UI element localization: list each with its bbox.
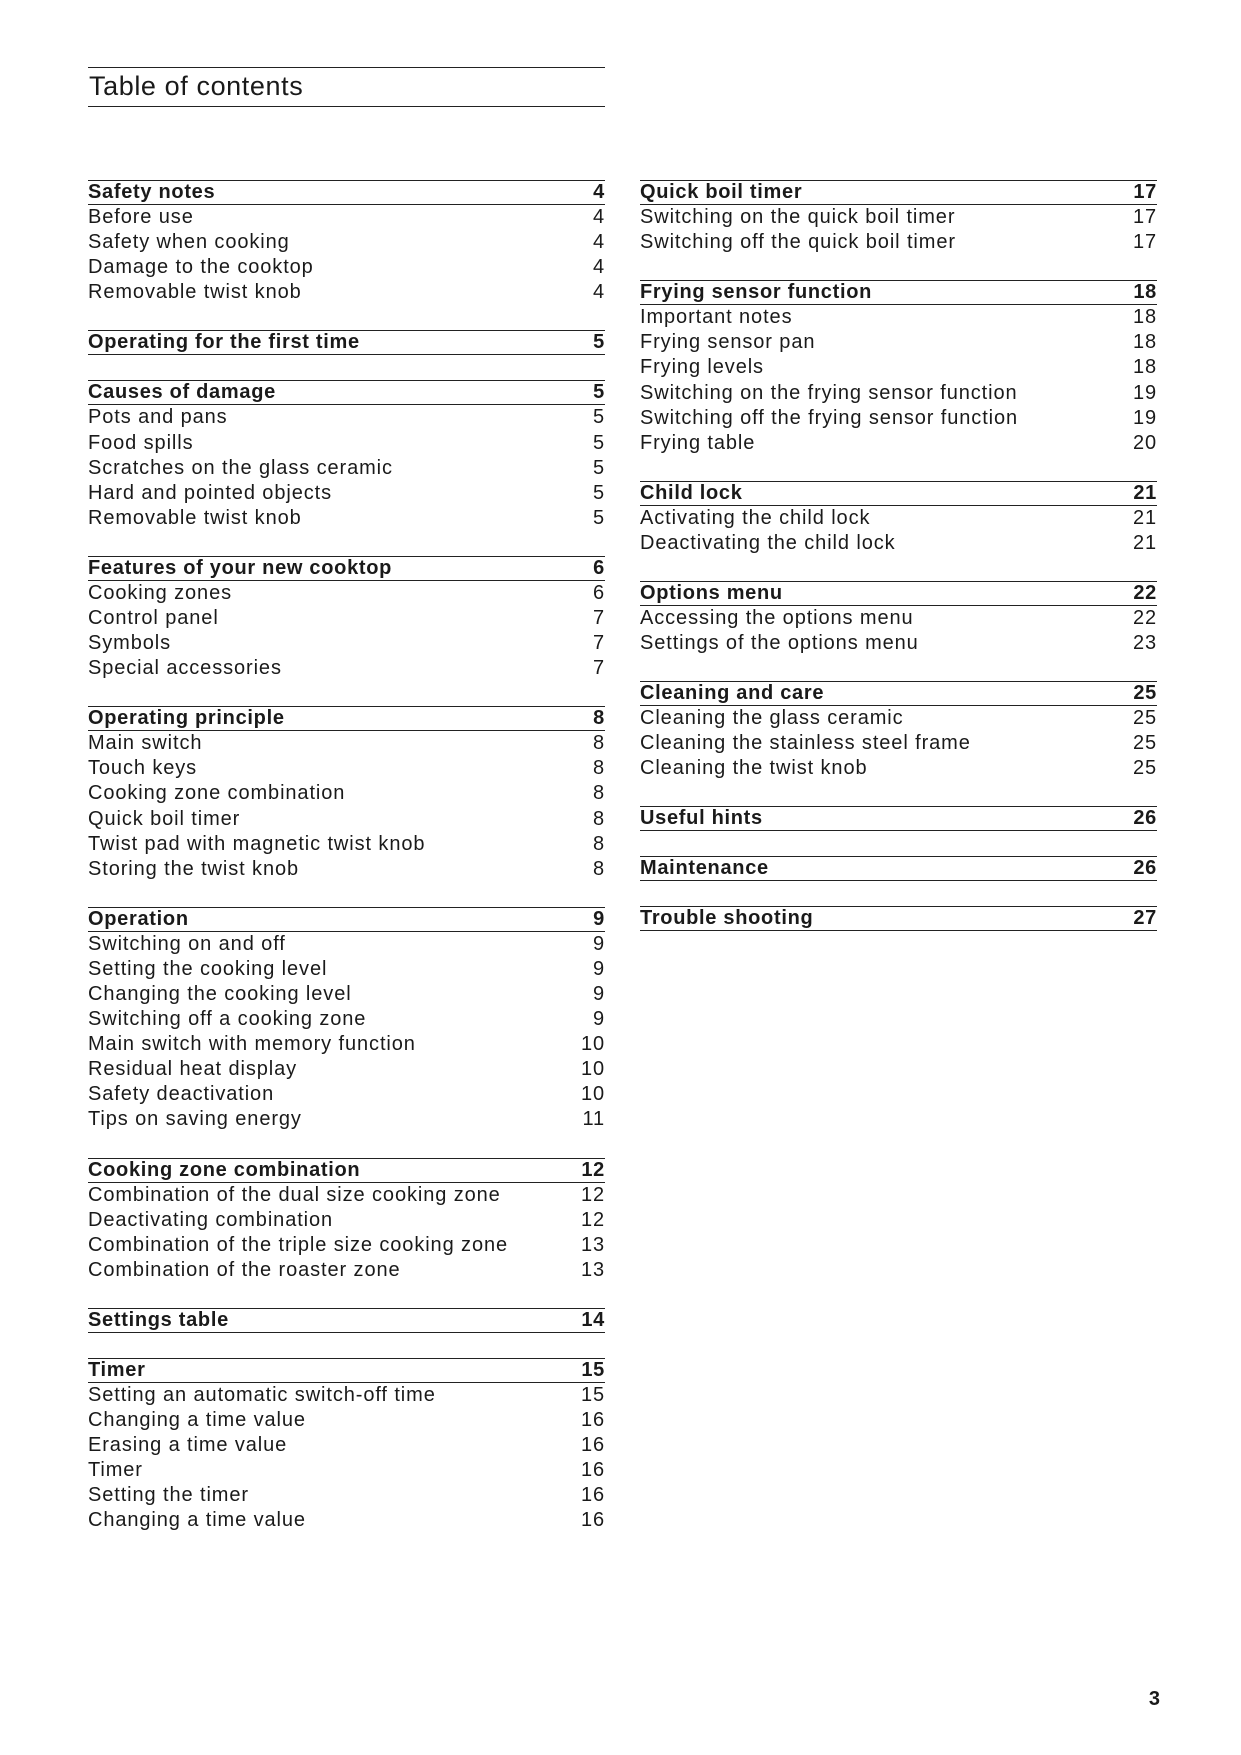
toc-entry-label: Storing the twist knob <box>88 857 300 880</box>
toc-entry[interactable] <box>640 606 1157 631</box>
toc-section <box>640 581 1157 656</box>
toc-heading-page: 14 <box>581 1308 605 1331</box>
toc-entry-label: Quick boil timer <box>88 807 241 830</box>
toc-entry-label: Control panel <box>88 606 219 629</box>
toc-entry[interactable] <box>640 431 1157 456</box>
toc-heading-label: Settings table <box>88 1308 229 1331</box>
toc-entry-page: 16 <box>580 1434 605 1457</box>
toc-entry[interactable] <box>88 405 605 430</box>
toc-entry-page: 21 <box>1132 531 1157 554</box>
toc-heading-label: Features of your new cooktop <box>88 556 393 579</box>
toc-entry-page: 19 <box>1132 381 1157 404</box>
toc-entry-page: 6 <box>592 581 605 604</box>
toc-entry-label: Cooking zones <box>88 581 233 604</box>
toc-entry[interactable] <box>88 832 605 857</box>
toc-entry-page: 15 <box>580 1383 605 1406</box>
toc-entry[interactable] <box>88 957 605 982</box>
toc-entry-page: 16 <box>580 1484 605 1507</box>
toc-entry-label: Pots and pans <box>88 406 228 429</box>
toc-entry[interactable] <box>88 230 605 255</box>
toc-section-heading[interactable] <box>640 906 1157 931</box>
toc-entry[interactable] <box>88 430 605 455</box>
toc-entry[interactable] <box>88 205 605 230</box>
toc-entry[interactable] <box>88 1508 605 1533</box>
toc-heading-page: 5 <box>593 381 605 404</box>
toc-section <box>640 906 1157 931</box>
toc-entry-label: Important notes <box>640 306 793 329</box>
toc-heading-label: Causes of damage <box>88 381 276 404</box>
toc-entry[interactable] <box>640 631 1157 656</box>
toc-entry-label: Food spills <box>88 431 194 454</box>
toc-entry-label: Main switch with memory function <box>88 1033 416 1056</box>
toc-entry-page: 18 <box>1132 331 1157 354</box>
toc-heading-label: Operation <box>88 907 189 930</box>
toc-heading-page: 21 <box>1133 481 1157 504</box>
toc-entry[interactable] <box>88 255 605 280</box>
toc-entry-page: 8 <box>592 857 605 880</box>
toc-entry[interactable] <box>88 1483 605 1508</box>
toc-entry-label: Special accessories <box>88 657 282 680</box>
toc-section-heading[interactable] <box>88 706 605 731</box>
toc-entry[interactable] <box>88 481 605 506</box>
toc-entry-label: Scratches on the glass ceramic <box>88 456 393 479</box>
toc-section-heading[interactable] <box>88 380 605 405</box>
toc-entry[interactable] <box>88 807 605 832</box>
toc-entry-page: 13 <box>580 1258 605 1281</box>
page-number: 3 <box>1148 1688 1160 1710</box>
toc-entry-label: Setting an automatic switch-off time <box>88 1383 436 1406</box>
toc-entry[interactable] <box>88 731 605 756</box>
toc-entry-page: 12 <box>580 1183 605 1206</box>
toc-entry-label: Changing a time value <box>88 1409 306 1432</box>
toc-entry-label: Damage to the cooktop <box>88 256 314 279</box>
toc-entry[interactable] <box>88 1107 605 1132</box>
toc-entry-label: Switching off the frying sensor function <box>640 406 1019 429</box>
toc-section-heading[interactable] <box>640 180 1157 205</box>
toc-section <box>88 1158 605 1283</box>
toc-section-heading[interactable] <box>640 856 1157 881</box>
toc-section <box>88 330 605 355</box>
toc-section-heading[interactable] <box>640 481 1157 506</box>
toc-section <box>640 681 1157 781</box>
toc-entry-label: Settings of the options menu <box>640 632 919 655</box>
toc-entry[interactable] <box>88 1057 605 1082</box>
toc-heading-label: Options menu <box>640 581 783 604</box>
toc-heading-page: 18 <box>1133 281 1157 304</box>
toc-heading-label: Trouble shooting <box>640 907 814 930</box>
toc-entry[interactable] <box>88 1007 605 1032</box>
toc-entry-label: Switching off a cooking zone <box>88 1008 367 1031</box>
toc-entry[interactable] <box>88 1433 605 1458</box>
toc-entry-label: Cooking zone combination <box>88 782 346 805</box>
toc-entry[interactable] <box>640 205 1157 230</box>
toc-entry-page: 8 <box>592 732 605 755</box>
toc-heading-label: Maintenance <box>640 857 769 880</box>
toc-entry[interactable] <box>640 706 1157 731</box>
toc-heading-page: 5 <box>593 331 605 354</box>
toc-entry-label: Changing a time value <box>88 1509 306 1532</box>
toc-entry-page: 25 <box>1132 757 1157 780</box>
toc-heading-label: Child lock <box>640 481 743 504</box>
toc-heading-page: 8 <box>593 707 605 730</box>
toc-heading-page: 27 <box>1133 907 1157 930</box>
toc-entry[interactable] <box>88 1408 605 1433</box>
toc-entry[interactable] <box>88 631 605 656</box>
toc-entry[interactable] <box>88 1383 605 1408</box>
toc-entry-page: 7 <box>592 657 605 680</box>
toc-entry-label: Before use <box>88 206 194 229</box>
toc-entry[interactable] <box>88 1082 605 1107</box>
page-title: Table of contents <box>89 71 304 101</box>
toc-heading-label: Operating principle <box>88 707 285 730</box>
toc-entry-page: 5 <box>592 506 605 529</box>
toc-entry-page: 11 <box>582 1108 605 1131</box>
toc-entry[interactable] <box>88 756 605 781</box>
toc-entry-page: 19 <box>1132 406 1157 429</box>
toc-entry-page: 20 <box>1132 431 1157 454</box>
toc-entry-label: Switching off the quick boil timer <box>640 231 956 254</box>
toc-entry-page: 9 <box>592 983 605 1006</box>
toc-entry-label: Tips on saving energy <box>88 1108 302 1131</box>
toc-entry-label: Deactivating the child lock <box>640 531 896 554</box>
toc-heading-label: Cleaning and care <box>640 682 825 705</box>
toc-entry-page: 16 <box>580 1409 605 1432</box>
toc-heading-page: 9 <box>593 907 605 930</box>
toc-heading-page: 4 <box>593 181 605 203</box>
toc-heading-page: 26 <box>1133 807 1157 830</box>
toc-entry-page: 18 <box>1132 356 1157 379</box>
toc-entry[interactable] <box>88 606 605 631</box>
toc-entry[interactable] <box>88 656 605 681</box>
toc-entry-label: Changing the cooking level <box>88 983 352 1006</box>
toc-section-heading[interactable] <box>640 280 1157 305</box>
toc-entry-page: 8 <box>592 782 605 805</box>
toc-entry-label: Activating the child lock <box>640 506 871 529</box>
toc-entry[interactable] <box>88 280 605 305</box>
toc-entry-page: 10 <box>580 1033 605 1056</box>
toc-entry-page: 13 <box>580 1233 605 1256</box>
toc-entry[interactable] <box>640 330 1157 355</box>
toc-entry-label: Switching on and off <box>88 932 286 955</box>
toc-entry-page: 10 <box>580 1083 605 1106</box>
toc-entry-label: Cleaning the stainless steel frame <box>640 732 971 755</box>
toc-entry-label: Erasing a time value <box>88 1434 288 1457</box>
toc-section-heading[interactable] <box>640 806 1157 831</box>
toc-entry-page: 9 <box>592 957 605 980</box>
toc-section-heading[interactable] <box>88 907 605 932</box>
toc-entry[interactable] <box>640 756 1157 781</box>
toc-section <box>88 1358 605 1534</box>
toc-entry-page: 4 <box>592 231 605 254</box>
toc-entry[interactable] <box>88 1032 605 1057</box>
toc-section <box>640 280 1157 456</box>
toc-entry-label: Hard and pointed objects <box>88 481 332 504</box>
toc-entry-label: Twist pad with magnetic twist knob <box>88 832 426 855</box>
toc-heading-page: 15 <box>581 1358 605 1381</box>
toc-entry-label: Combination of the roaster zone <box>88 1258 401 1281</box>
toc-heading-label: Cooking zone combination <box>88 1158 361 1181</box>
toc-section <box>88 907 605 1133</box>
toc-heading-page: 22 <box>1133 581 1157 604</box>
toc-entry-label: Frying levels <box>640 356 764 379</box>
toc-entry-page: 4 <box>592 256 605 279</box>
toc-entry-page: 17 <box>1132 231 1157 254</box>
toc-entry-page: 17 <box>1132 206 1157 229</box>
toc-entry-label: Frying table <box>640 431 756 454</box>
toc-entry-page: 5 <box>592 456 605 479</box>
toc-left-column <box>88 180 605 1558</box>
toc-entry[interactable] <box>88 456 605 481</box>
toc-entry-page: 5 <box>592 406 605 429</box>
toc-entry-label: Accessing the options menu <box>640 606 914 629</box>
toc-entry[interactable] <box>640 506 1157 531</box>
toc-entry-page: 12 <box>580 1208 605 1231</box>
toc-section-heading[interactable] <box>88 330 605 355</box>
toc-entry-label: Safety deactivation <box>88 1083 275 1106</box>
toc-heading-page: 12 <box>581 1158 605 1181</box>
toc-entry-label: Combination of the dual size cooking zone <box>88 1183 501 1206</box>
toc-heading-label: Timer <box>88 1358 146 1381</box>
toc-entry-page: 18 <box>1132 306 1157 329</box>
toc-entry-label: Frying sensor pan <box>640 331 816 354</box>
toc-section-heading[interactable] <box>88 1358 605 1383</box>
toc-entry-label: Cleaning the twist knob <box>640 757 868 780</box>
toc-entry-page: 22 <box>1132 606 1157 629</box>
toc-entry-label: Setting the cooking level <box>88 957 328 980</box>
toc-entry-page: 25 <box>1132 732 1157 755</box>
toc-section <box>640 856 1157 881</box>
toc-entry-page: 25 <box>1132 707 1157 730</box>
toc-section-heading[interactable] <box>640 681 1157 706</box>
toc-entry-page: 23 <box>1132 632 1157 655</box>
toc-entry[interactable] <box>640 305 1157 330</box>
toc-entry[interactable] <box>88 1258 605 1283</box>
toc-entry[interactable] <box>88 1458 605 1483</box>
toc-entry-label: Removable twist knob <box>88 506 302 529</box>
toc-entry[interactable] <box>88 1183 605 1208</box>
toc-entry-label: Switching on the frying sensor function <box>640 381 1018 404</box>
toc-entry-page: 9 <box>592 932 605 955</box>
toc-entry-label: Removable twist knob <box>88 281 302 304</box>
toc-heading-label: Operating for the first time <box>88 331 360 354</box>
toc-right-column <box>640 180 1157 956</box>
toc-entry[interactable] <box>88 581 605 606</box>
toc-entry-label: Switching on the quick boil timer <box>640 206 956 229</box>
toc-heading-page: 6 <box>593 556 605 579</box>
toc-entry[interactable] <box>88 1233 605 1258</box>
toc-entry-label: Main switch <box>88 732 203 755</box>
toc-section-heading[interactable] <box>88 180 605 205</box>
toc-entry-page: 4 <box>592 281 605 304</box>
toc-section <box>88 556 605 681</box>
toc-entry-label: Cleaning the glass ceramic <box>640 707 904 730</box>
toc-heading-label: Safety notes <box>88 181 216 203</box>
toc-title-block <box>88 67 605 107</box>
toc-heading-page: 17 <box>1133 181 1157 203</box>
toc-entry-page: 8 <box>592 832 605 855</box>
toc-entry[interactable] <box>88 1208 605 1233</box>
toc-entry-page: 10 <box>580 1058 605 1081</box>
toc-entry-page: 5 <box>592 431 605 454</box>
toc-entry-label: Timer <box>88 1459 143 1482</box>
toc-entry-page: 8 <box>592 757 605 780</box>
toc-entry-page: 8 <box>592 807 605 830</box>
toc-section <box>88 706 605 882</box>
toc-entry[interactable] <box>88 857 605 882</box>
toc-entry-label: Combination of the triple size cooking zone <box>88 1233 509 1256</box>
toc-section-heading[interactable] <box>88 556 605 581</box>
toc-section-heading[interactable] <box>88 1158 605 1183</box>
toc-entry[interactable] <box>88 781 605 806</box>
toc-heading-page: 26 <box>1133 857 1157 880</box>
toc-heading-label: Useful hints <box>640 807 763 830</box>
toc-heading-label: Frying sensor function <box>640 281 873 304</box>
toc-entry-page: 5 <box>592 481 605 504</box>
toc-heading-label: Quick boil timer <box>640 181 803 203</box>
toc-entry-page: 7 <box>592 632 605 655</box>
toc-entry-page: 16 <box>580 1459 605 1482</box>
toc-entry-page: 21 <box>1132 506 1157 529</box>
toc-entry[interactable] <box>88 982 605 1007</box>
toc-entry-label: Deactivating combination <box>88 1208 334 1231</box>
toc-heading-page: 25 <box>1133 682 1157 705</box>
toc-entry[interactable] <box>640 355 1157 380</box>
toc-entry-label: Symbols <box>88 632 171 655</box>
toc-entry[interactable] <box>640 230 1157 255</box>
toc-entry[interactable] <box>640 731 1157 756</box>
toc-section <box>640 806 1157 831</box>
toc-section-heading[interactable] <box>640 581 1157 606</box>
toc-entry-page: 4 <box>592 206 605 229</box>
toc-section <box>88 1308 605 1333</box>
toc-entry[interactable] <box>88 506 605 531</box>
toc-entry-label: Residual heat display <box>88 1058 298 1081</box>
toc-entry-label: Touch keys <box>88 757 198 780</box>
toc-entry[interactable] <box>640 406 1157 431</box>
toc-entry-page: 9 <box>592 1008 605 1031</box>
toc-entry[interactable] <box>640 380 1157 405</box>
toc-entry-page: 7 <box>592 606 605 629</box>
toc-section-heading[interactable] <box>88 1308 605 1333</box>
toc-entry-label: Safety when cooking <box>88 231 290 254</box>
toc-section <box>88 180 605 305</box>
toc-entry[interactable] <box>88 932 605 957</box>
toc-entry[interactable] <box>640 531 1157 556</box>
toc-entry-page: 16 <box>580 1509 605 1532</box>
toc-section <box>88 380 605 530</box>
toc-section <box>640 180 1157 255</box>
toc-section <box>640 481 1157 556</box>
toc-entry-label: Setting the timer <box>88 1484 249 1507</box>
